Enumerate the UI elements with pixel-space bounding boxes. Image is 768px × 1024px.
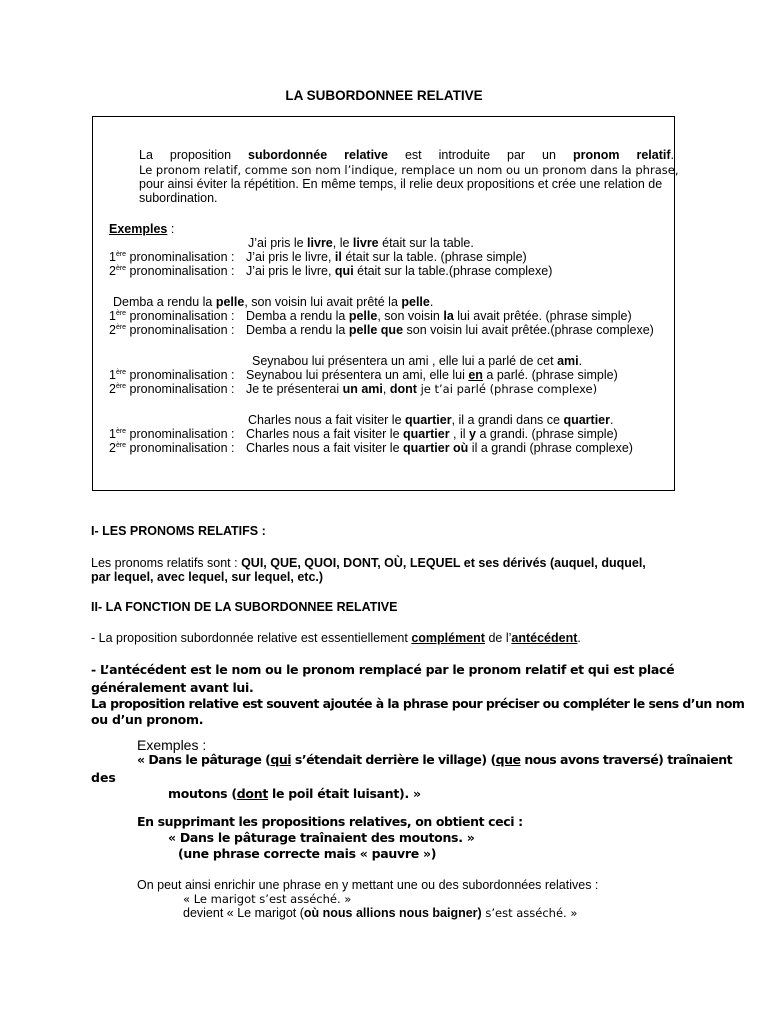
section2-ex-line-3: moutons (dont le poil était luisant). » — [168, 786, 421, 801]
ex3-p1: Seynabou lui présentera un ami, elle lui en a parlé. (phrase simple) — [246, 368, 618, 382]
ex2-p1-label: 1ère pronominalisation : — [109, 309, 235, 323]
section2-para-line-4: ou d’un pronom. — [91, 712, 204, 727]
ex1-p1-label: 1ère pronominalisation : — [109, 250, 235, 264]
section2-enrich-line-1: On peut ainsi enrichir une phrase en y mettant une ou des subordonnées relatives : — [137, 878, 599, 892]
ex4-p2-label: 2ère pronominalisation : — [109, 441, 235, 455]
section1-line-1: Les pronoms relatifs sont : QUI, QUE, QUOI, DONT, OÙ, LEQUEL et ses dérivés (auquel, duquel, — [91, 556, 646, 570]
ex4-p1: Charles nous a fait visiter le quartier , il y a grandi. (phrase simple) — [246, 427, 618, 441]
section2-ex-line-1: « Dans le pâturage (qui s’étendait derrière le village) (que nous avons traversé) traînaient — [137, 752, 733, 767]
section2-supp-line-2: « Dans le pâturage traînaient des moutons. » — [168, 830, 475, 845]
ex4-p1-label: 1ère pronominalisation : — [109, 427, 235, 441]
intro-line-3: pour ainsi éviter la répétition. En même temps, il relie deux propositions et crée une relation de — [139, 177, 663, 191]
ex3-p2-label: 2ère pronominalisation : — [109, 382, 235, 396]
section1-heading: I- LES PRONOMS RELATIFS : — [91, 524, 266, 538]
section2-para-line-1: - L’antécédent est le nom ou le pronom remplacé par le pronom relatif et qui est placé — [91, 662, 675, 677]
section2-enrich-line-2: « Le marigot s’est asséché. » — [183, 892, 352, 906]
ex4-p2: Charles nous a fait visiter le quartier où il a grandi (phrase complexe) — [246, 441, 633, 455]
section2-para-line-2: généralement avant lui. — [91, 680, 254, 695]
section1-line-2: par lequel, avec lequel, sur lequel, etc.) — [91, 570, 324, 584]
exemples-label: Exemples : — [109, 222, 175, 236]
ex1-p2: J’ai pris le livre, qui était sur la table.(phrase complexe) — [246, 264, 553, 278]
ex1-base: J’ai pris le livre, le livre était sur la table. — [248, 236, 474, 250]
section2-enrich-line-3: devient « Le marigot (où nous allions nous baigner) s’est asséché. » — [183, 906, 578, 920]
section2-line-1: - La proposition subordonnée relative est essentiellement complément de l’antécédent. — [91, 631, 581, 645]
intro-line-1: La proposition subordonnée relative est introduite par un pronom relatif. — [139, 148, 674, 162]
section2-supp-line-1: En supprimant les propositions relatives, on obtient ceci : — [137, 814, 523, 829]
intro-line-4: subordination. — [139, 191, 218, 205]
ex3-p1-label: 1ère pronominalisation : — [109, 368, 235, 382]
ex2-p1: Demba a rendu la pelle, son voisin la lui avait prêtée. (phrase simple) — [246, 309, 632, 323]
section2-exemples-label: Exemples : — [137, 737, 207, 753]
section2-ex-line-2: des — [91, 770, 116, 785]
intro-line-2: Le pronom relatif, comme son nom l’indique, remplace un nom ou un pronom dans la phrase, — [139, 163, 679, 177]
ex1-p2-label: 2ère pronominalisation : — [109, 264, 235, 278]
page-title: LA SUBORDONNEE RELATIVE — [285, 88, 483, 103]
ex1-p1: J’ai pris le livre, il était sur la table. (phrase simple) — [246, 250, 527, 264]
ex4-base: Charles nous a fait visiter le quartier, il a grandi dans ce quartier. — [248, 413, 614, 427]
ex2-base: Demba a rendu la pelle, son voisin lui avait prêté la pelle. — [113, 295, 434, 309]
section2-para-line-3: La proposition relative est souvent ajoutée à la phrase pour préciser ou compléter le sens d’un nom — [91, 696, 745, 711]
ex3-base: Seynabou lui présentera un ami , elle lui a parlé de cet ami. — [252, 354, 583, 368]
section2-heading: II- LA FONCTION DE LA SUBORDONNEE RELATIVE — [91, 600, 398, 614]
ex3-p2: Je te présenterai un ami, dont je t’ai parlé (phrase complexe) — [246, 382, 598, 396]
section2-supp-line-3: (une phrase correcte mais « pauvre ») — [178, 846, 437, 861]
ex2-p2: Demba a rendu la pelle que son voisin lui avait prêtée.(phrase complexe) — [246, 323, 654, 337]
ex2-p2-label: 2ère pronominalisation : — [109, 323, 235, 337]
